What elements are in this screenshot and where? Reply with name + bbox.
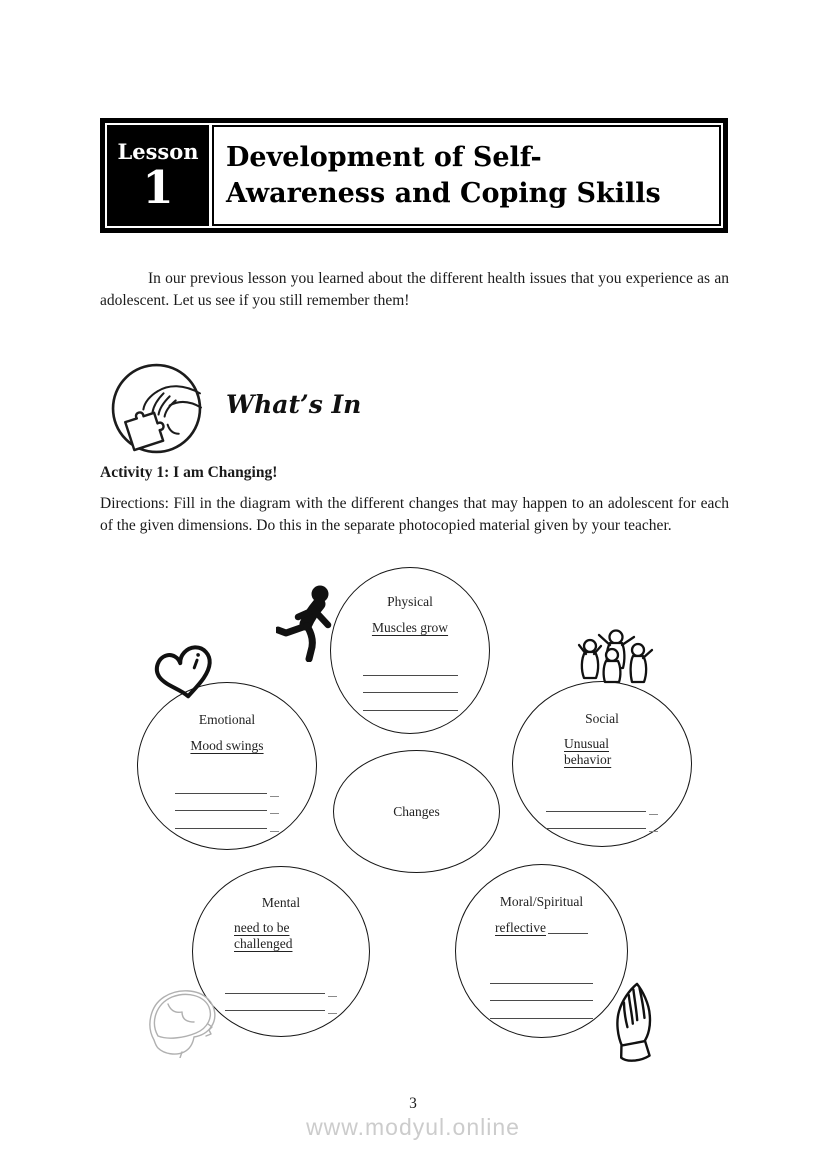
lesson-header xyxy=(100,118,728,233)
watermark: www.modyul.online xyxy=(306,1114,520,1140)
puzzle-hand-icon xyxy=(110,362,203,455)
runner-icon xyxy=(276,584,340,662)
circle-social-label: Social xyxy=(585,711,619,726)
answer-underline-extension xyxy=(548,933,588,934)
lesson-title-line2: Awareness and Coping Skills xyxy=(226,177,661,209)
circle-emotional-label: Emotional xyxy=(198,712,256,727)
circle-changes-label: Changes xyxy=(393,803,440,819)
blank-line xyxy=(513,812,691,830)
lesson-number-box xyxy=(107,125,209,226)
circle-social-answer: Unusual behavior xyxy=(564,736,612,767)
circle-emotional xyxy=(137,682,317,850)
blank-line xyxy=(138,794,316,812)
intro-paragraph: In our previous lesson you learned about the different health issues that you experience as an adolescent. Let us see if you still remember them! xyxy=(100,270,729,309)
blank-line xyxy=(331,693,489,711)
head-brain-icon xyxy=(146,988,224,1058)
blank-line xyxy=(513,794,691,812)
blank-line xyxy=(456,966,627,984)
activity-heading: Activity 1: I am Changing! xyxy=(100,464,278,481)
lesson-title-box xyxy=(212,125,721,226)
circle-physical-answer: Muscles grow xyxy=(371,620,449,635)
circle-physical xyxy=(330,567,490,734)
lesson-title-line1: Development of Self- xyxy=(226,141,542,173)
circle-mental-label: Mental xyxy=(261,895,301,910)
circle-moral-answer: reflective xyxy=(495,920,546,935)
circle-mental-answer: need to be challenged xyxy=(234,920,293,951)
circle-physical-blanks xyxy=(331,658,489,711)
blank-line xyxy=(331,658,489,676)
praying-hands-icon xyxy=(603,980,669,1064)
blank-line xyxy=(138,776,316,794)
circle-moral-label: Moral/Spiritual xyxy=(499,894,584,909)
circle-emotional-answer: Mood swings xyxy=(190,738,264,753)
blank-line xyxy=(456,984,627,1002)
activity-directions: Directions: Fill in the diagram with the different changes that may happen to an adolescent for each of the given dimensions. Do this in the separate photocopied material given by your teacher. xyxy=(100,495,729,534)
people-group-icon xyxy=(577,628,655,694)
blank-line xyxy=(456,1001,627,1019)
whats-in-heading: What’s In xyxy=(226,390,362,419)
page-number: 3 xyxy=(409,1095,417,1112)
circle-moral-blanks xyxy=(456,966,627,1019)
circle-changes xyxy=(333,750,500,873)
circle-social xyxy=(512,681,692,847)
circle-social-blanks xyxy=(513,794,691,829)
blank-line xyxy=(138,811,316,829)
circle-emotional-blanks xyxy=(138,776,316,829)
lesson-label: Lesson xyxy=(117,138,199,164)
blank-line xyxy=(331,676,489,694)
circle-physical-label: Physical xyxy=(387,594,433,609)
lesson-number: 1 xyxy=(142,161,174,215)
heart-icon xyxy=(144,643,220,707)
